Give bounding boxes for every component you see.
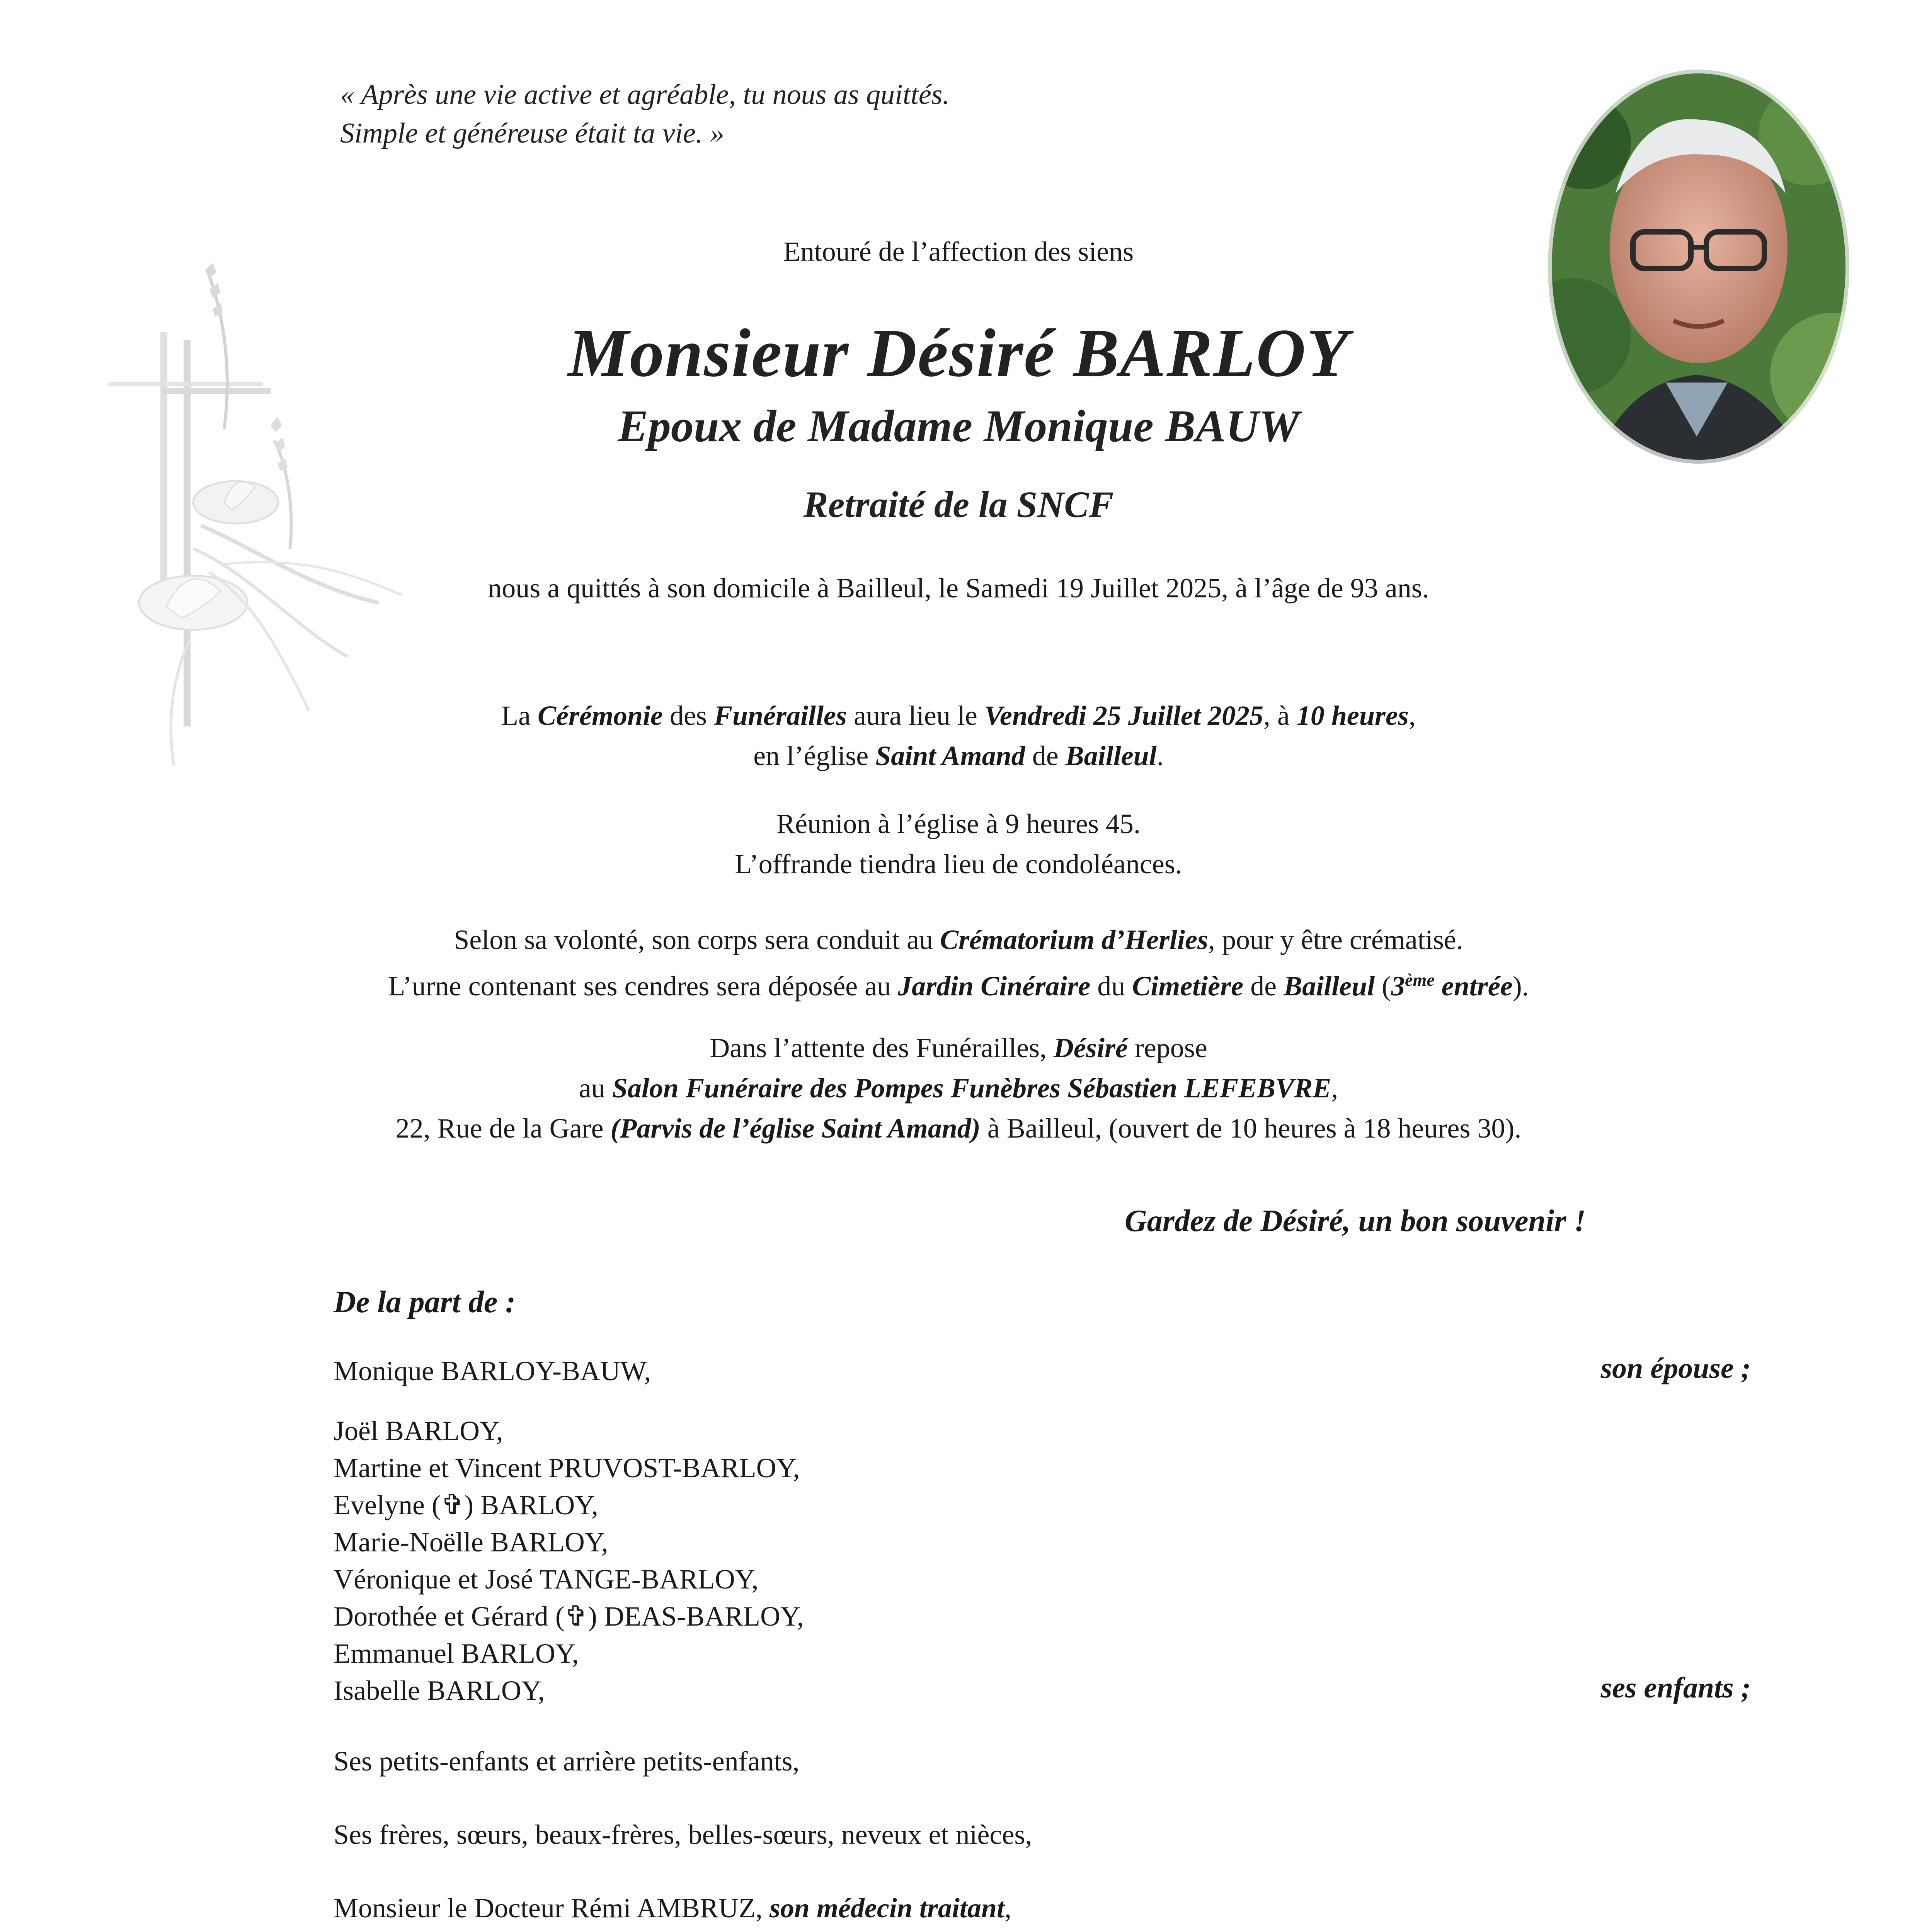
entoure-text: Entouré de l’affection des siens xyxy=(783,236,1134,267)
text-run: Funérailles xyxy=(713,700,847,731)
attente-line-3 xyxy=(0,1108,1917,1148)
volonte-line-2 xyxy=(0,960,1917,1006)
ceremony-line-2 xyxy=(0,736,1917,776)
quote-block xyxy=(340,75,950,153)
ceremony-date: Vendredi 25 Juillet 2025 xyxy=(984,700,1263,731)
text-run: de xyxy=(1025,740,1066,771)
church-name: Saint Amand xyxy=(875,740,1025,771)
text-run: Cérémonie xyxy=(538,700,663,731)
text-run: repose xyxy=(1127,1032,1207,1063)
text-run: , xyxy=(1331,1073,1338,1104)
text-run: 22, Rue de la Gare xyxy=(395,1113,611,1144)
text-run: ème xyxy=(1405,970,1435,990)
crematorium-name: Crématorium d’Herlies xyxy=(940,924,1209,955)
part-de-heading: De la part de : xyxy=(334,1285,516,1319)
text-run: (Parvis de l’église Saint Amand) xyxy=(610,1113,981,1144)
attente-line-2 xyxy=(0,1068,1917,1108)
ceremony-block xyxy=(0,696,1917,776)
text-run: aura lieu le xyxy=(847,700,984,731)
text-run: Cimetière xyxy=(1132,971,1244,1002)
text-run: entrée xyxy=(1434,971,1513,1002)
town-name: Bailleul xyxy=(1065,740,1157,771)
grandchildren-line: Ses petits-enfants et arrière petits-enfants, xyxy=(334,1746,800,1777)
text-run: Jardin Cinéraire xyxy=(898,971,1091,1002)
child-name: Dorothée et Gérard (✞) DEAS-BARLOY, xyxy=(334,1601,804,1632)
doctor-line xyxy=(334,1889,1011,1927)
text-run: ). xyxy=(1512,971,1529,1002)
text-run: ( xyxy=(1375,971,1391,1002)
reunion-block xyxy=(0,804,1917,884)
children-role: ses enfants ; xyxy=(1600,1672,1751,1704)
deceased-name: Monsieur Désiré BARLOY xyxy=(568,315,1349,391)
text-run: , à xyxy=(1263,700,1297,731)
child-name: Joël BARLOY, xyxy=(334,1415,503,1446)
text-run: Monsieur le Docteur Rémi AMBRUZ, xyxy=(334,1893,770,1923)
text-run: La xyxy=(501,700,538,731)
text-run: , pour y être crématisé. xyxy=(1208,924,1463,955)
spouse-role: son épouse ; xyxy=(1600,1352,1751,1384)
ceremony-time: 10 heures xyxy=(1296,700,1409,731)
text-run: Dans l’attente des Funérailles, xyxy=(710,1032,1054,1063)
text-run: , xyxy=(1004,1893,1011,1923)
text-run: , xyxy=(1408,700,1416,731)
text-run: . xyxy=(1156,740,1164,771)
quote-line-2: Simple et généreuse était ta vie. » xyxy=(340,117,724,149)
spouse-line: Epoux de Madame Monique BAUW xyxy=(618,401,1299,451)
child-name: Emmanuel BARLOY, xyxy=(334,1638,579,1669)
death-announcement: nous a quittés à son domicile à Bailleul, le Samedi 19 Juillet 2025, à l’âge de 93 ans. xyxy=(488,573,1429,604)
quote-line-1: « Après une vie active et agréable, tu nous as quittés. xyxy=(340,79,950,111)
text-run: à Bailleul, (ouvert de 10 heures à 18 heures 30). xyxy=(980,1113,1522,1144)
text-run: son médecin traitant xyxy=(769,1893,1004,1923)
text-run: Bailleul xyxy=(1284,971,1375,1002)
volonte-block xyxy=(0,920,1917,1006)
salon-name: Salon Funéraire des Pompes Funèbres Sébastien LEFEBVRE xyxy=(612,1073,1331,1104)
volonte-line-1 xyxy=(0,920,1917,960)
text-run: au xyxy=(579,1073,612,1104)
child-name: Martine et Vincent PRUVOST-BARLOY, xyxy=(334,1452,800,1483)
text-run: des xyxy=(662,700,714,731)
reunion-line-2: L’offrande tiendra lieu de condoléances. xyxy=(735,849,1182,879)
text-run: 3 xyxy=(1391,971,1405,1002)
text-run: L’urne contenant ses cendres sera déposée au xyxy=(388,971,898,1002)
child-name: Marie-Noëlle BARLOY, xyxy=(334,1527,608,1558)
child-name: Véronique et José TANGE-BARLOY, xyxy=(334,1564,759,1595)
profession-line: Retraité de la SNCF xyxy=(803,484,1114,525)
text-run: Désiré xyxy=(1053,1032,1128,1063)
attente-block xyxy=(0,1028,1917,1148)
reunion-line-1: Réunion à l’église à 9 heures 45. xyxy=(776,808,1141,839)
child-name: Isabelle BARLOY, xyxy=(334,1675,545,1706)
text-run: Selon sa volonté, son corps sera conduit au xyxy=(454,924,940,955)
text-run: en l’église xyxy=(753,740,876,771)
siblings-line: Ses frères, sœurs, beaux-frères, belles-sœurs, neveux et nièces, xyxy=(334,1819,1032,1850)
text-run: du xyxy=(1090,971,1132,1002)
attente-line-1 xyxy=(0,1028,1917,1068)
child-name: Evelyne (✞) BARLOY, xyxy=(334,1490,598,1520)
ceremony-line-1 xyxy=(0,696,1917,736)
children-list xyxy=(334,1412,804,1709)
spouse-name: Monique BARLOY-BAUW, xyxy=(334,1355,651,1386)
souvenir-text: Gardez de Désiré, un bon souvenir ! xyxy=(1125,1204,1586,1238)
text-run: de xyxy=(1243,971,1284,1002)
